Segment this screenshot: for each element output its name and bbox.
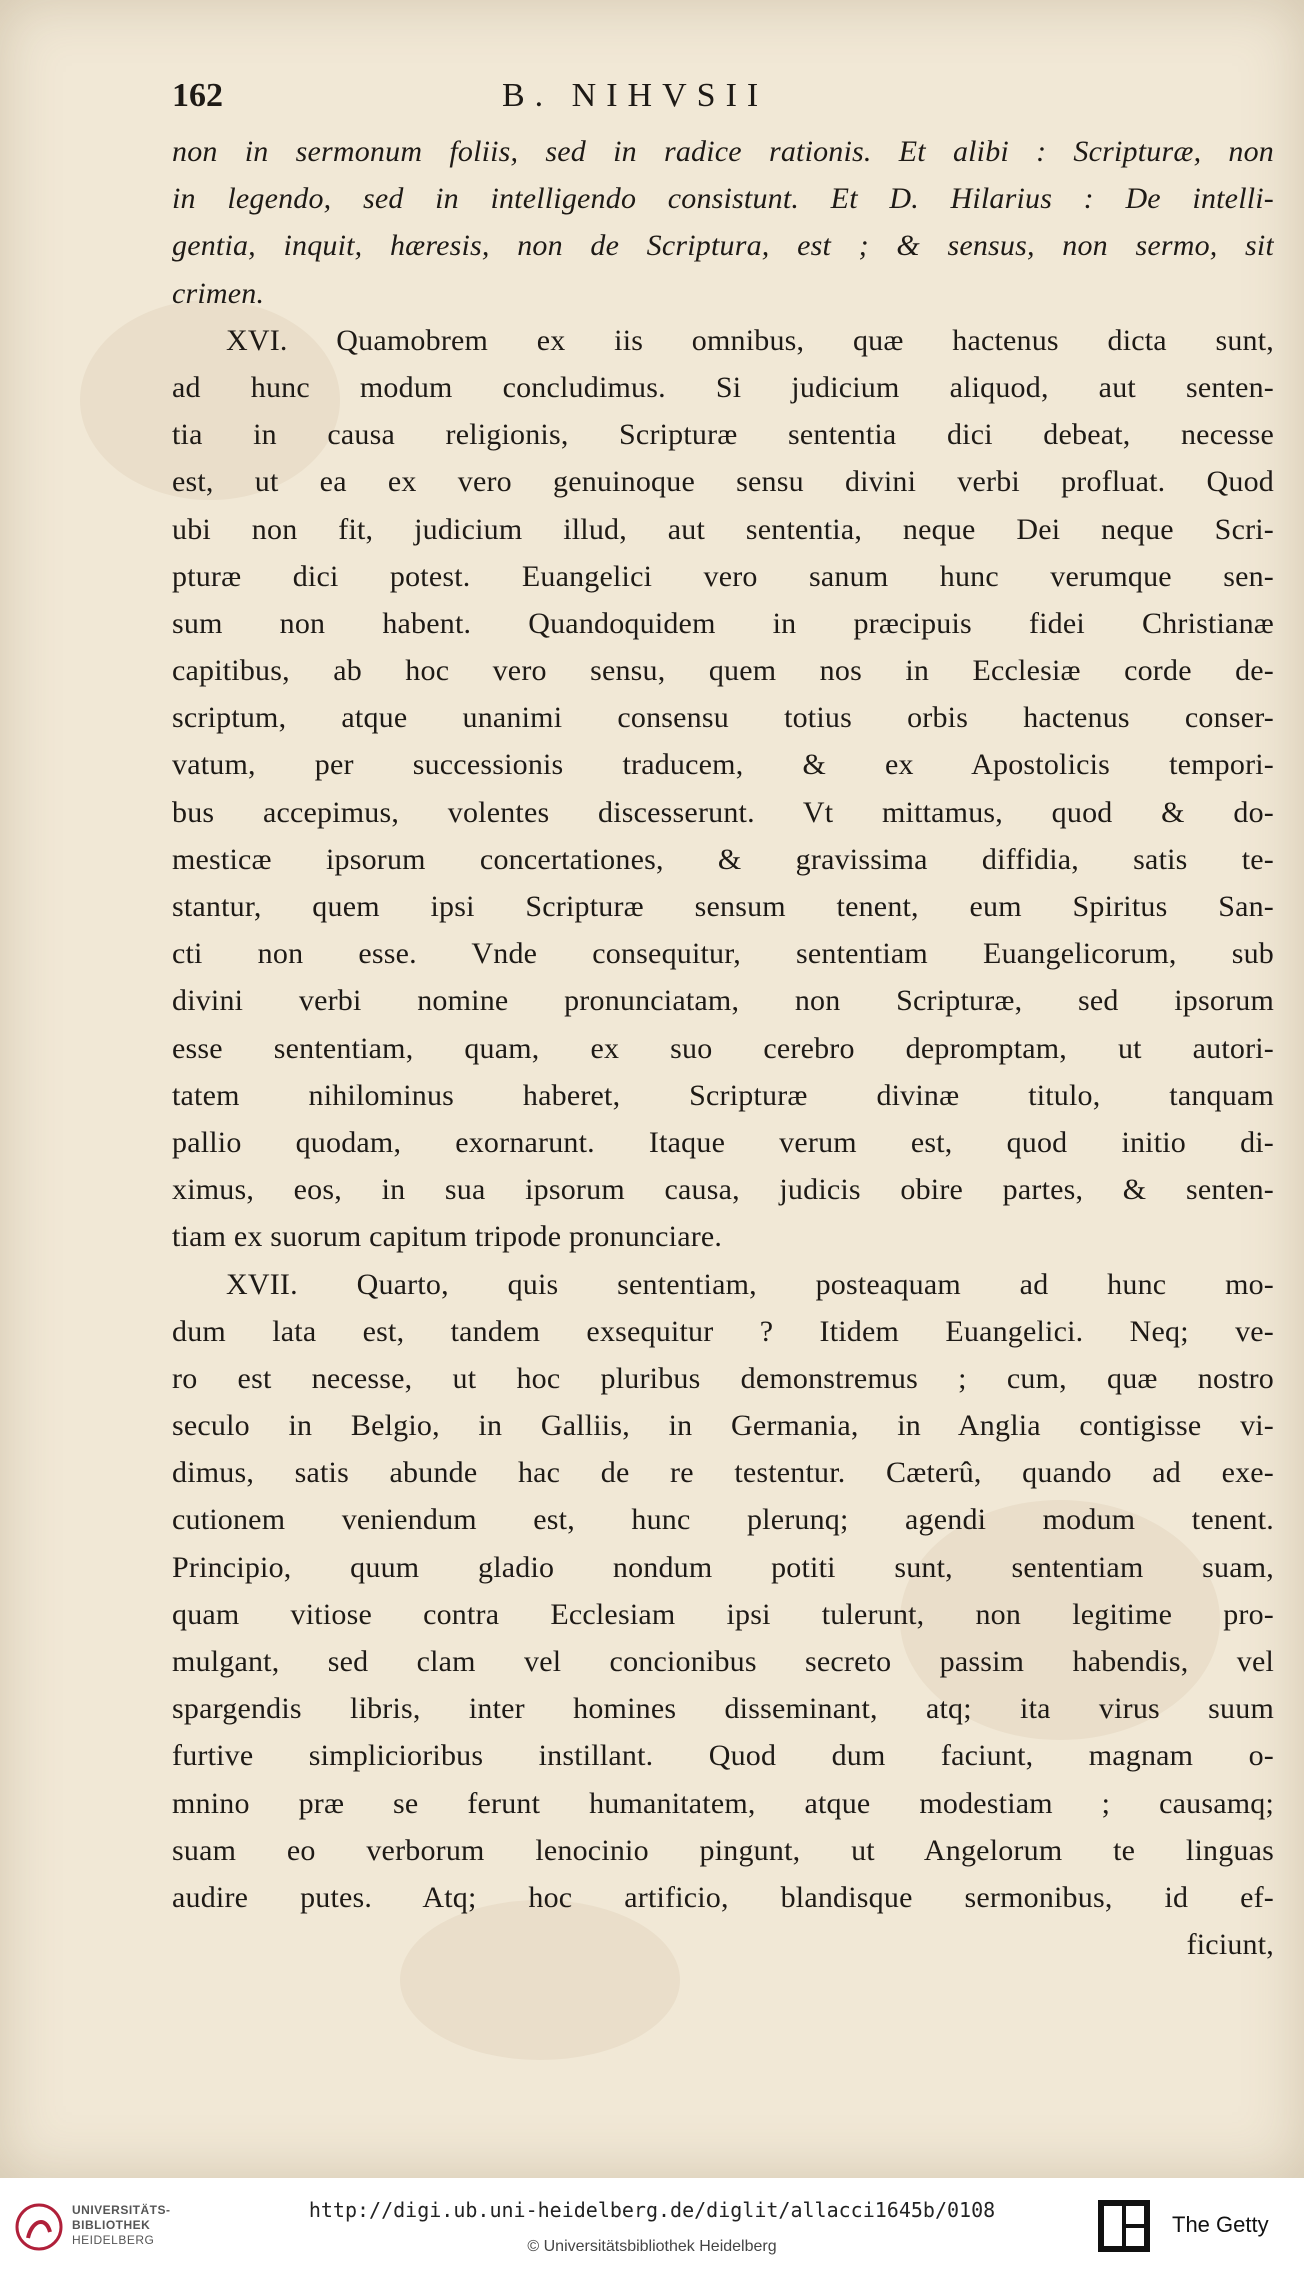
permalink[interactable]: http://digi.ub.uni-heidelberg.de/diglit/allacci1645b/0108 bbox=[308, 2198, 996, 2222]
text-line: suam eo verborum lenocinio pingunt, ut Angelorum te linguas bbox=[172, 1833, 1274, 1867]
library-name-line: UNIVERSITÄTS- bbox=[72, 2203, 171, 2217]
text-line: crimen. bbox=[172, 276, 265, 310]
text-line: ximus, eos, in sua ipsorum causa, judicis obire partes, & senten- bbox=[172, 1173, 1274, 1207]
text-line: audire putes. Atq; hoc artificio, blandisque sermonibus, id ef- bbox=[172, 1880, 1274, 1914]
text-line: dimus, satis abunde hac de re testentur. Cæterû, quando ad exe- bbox=[172, 1456, 1274, 1490]
getty-logo-icon bbox=[1098, 2200, 1150, 2252]
digitization-footer bbox=[0, 2178, 1304, 2276]
page-text-block bbox=[172, 66, 1274, 1968]
text-line: furtive simplicioribus instillant. Quod dum faciunt, magnam o- bbox=[172, 1739, 1274, 1773]
body-text bbox=[172, 128, 1274, 1968]
text-line: pallio quodam, exornarunt. Itaque verum est, quod initio di- bbox=[172, 1125, 1274, 1159]
text-line: Principio, quum gladio nondum potiti sunt, sententiam suam, bbox=[172, 1550, 1274, 1584]
text-line: tia in causa religionis, Scripturæ sententia dici debeat, necesse bbox=[172, 418, 1274, 452]
text-line: XVII. Quarto, quis sententiam, posteaquam ad hunc mo- bbox=[226, 1267, 1274, 1301]
copyright-notice: © Universitätsbibliothek Heidelberg bbox=[527, 2238, 777, 2255]
text-line: mulgant, sed clam vel concionibus secreto passim habendis, vel bbox=[172, 1645, 1274, 1678]
text-line: non in sermonum foliis, sed in radice rationis. Et alibi : Scripturæ, non bbox=[172, 135, 1274, 168]
page-number: 162 bbox=[172, 77, 223, 114]
running-head bbox=[172, 66, 1274, 126]
text-line: mesticæ ipsorum concertationes, & gravissima diffidia, satis te- bbox=[172, 842, 1274, 876]
text-line: vatum, per successionis traducem, & ex Apostolicis tempori- bbox=[172, 748, 1274, 782]
text-line: pturæ dici potest. Euangelici vero sanum hunc verumque sen- bbox=[172, 559, 1274, 593]
text-line: ubi non fit, judicium illud, aut sententia, neque Dei neque Scri- bbox=[172, 512, 1274, 546]
text-line: ficiunt, bbox=[1186, 1928, 1274, 1962]
library-name-line: BIBLIOTHEK bbox=[72, 2218, 151, 2232]
text-line: mnino præ se ferunt humanitatem, atque modestiam ; causamq; bbox=[172, 1786, 1274, 1820]
text-line: bus accepimus, volentes discesserunt. Vt mittamus, quod & do- bbox=[172, 795, 1274, 829]
running-title: B. NIHVSII bbox=[502, 77, 769, 114]
text-line: tiam ex suorum capitum tripode pronunciare. bbox=[172, 1220, 723, 1254]
text-line: cutionem veniendum est, hunc plerunq; agendi modum tenent. bbox=[172, 1503, 1274, 1537]
text-line: est, ut ea ex vero genuinoque sensu divini verbi profluat. Quod bbox=[172, 465, 1274, 499]
text-line: dum lata est, tandem exsequitur ? Itidem Euangelici. Neq; ve- bbox=[172, 1314, 1274, 1348]
text-line: capitibus, ab hoc vero sensu, quem nos in Ecclesiæ corde de- bbox=[172, 654, 1274, 688]
text-line: tatem nihilominus haberet, Scripturæ divinæ titulo, tanquam bbox=[172, 1078, 1274, 1112]
text-line: cti non esse. Vnde consequitur, sententiam Euangelicorum, sub bbox=[172, 937, 1274, 971]
text-line: spargendis libris, inter homines disseminant, atq; ita virus suum bbox=[172, 1692, 1274, 1726]
library-name-line: HEIDELBERG bbox=[72, 2233, 155, 2247]
text-line: divini verbi nomine pronunciatam, non Scripturæ, sed ipsorum bbox=[172, 984, 1274, 1018]
text-line: sum non habent. Quandoquidem in præcipuis fidei Christianæ bbox=[172, 606, 1274, 640]
text-line: scriptum, atque unanimi consensu totius orbis hactenus conser- bbox=[172, 701, 1274, 735]
text-line: ro est necesse, ut hoc pluribus demonstremus ; cum, quæ nostro bbox=[172, 1361, 1274, 1395]
text-line: in legendo, sed in intelligendo consistunt. Et D. Hilarius : De intelli- bbox=[172, 182, 1274, 216]
text-line: ad hunc modum concludimus. Si judicium aliquod, aut senten- bbox=[172, 370, 1274, 404]
text-line: XVI. Quamobrem ex iis omnibus, quæ hactenus dicta sunt, bbox=[226, 323, 1274, 357]
text-line: seculo in Belgio, in Galliis, in Germania, in Anglia contigisse vi- bbox=[172, 1409, 1274, 1443]
text-line: stantur, quem ipsi Scripturæ sensum tenent, eum Spiritus San- bbox=[172, 890, 1274, 923]
text-line: gentia, inquit, hæresis, non de Scriptura, est ; & sensus, non sermo, sit bbox=[172, 229, 1274, 263]
text-line: esse sententiam, quam, ex suo cerebro depromptam, ut autori- bbox=[172, 1031, 1274, 1065]
partner-name: The Getty bbox=[1172, 2212, 1269, 2237]
text-line: quam vitiose contra Ecclesiam ipsi tulerunt, non legitime pro- bbox=[172, 1597, 1274, 1631]
